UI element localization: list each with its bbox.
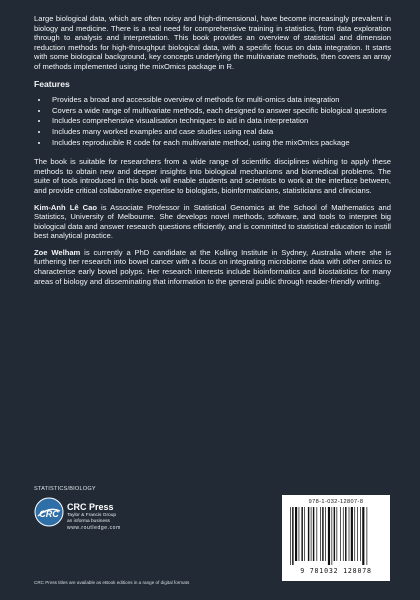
publisher-name: CRC Press	[67, 502, 114, 512]
barcode-digits: 9 781032 128078	[300, 567, 372, 575]
crc-logo-text: CRC	[39, 509, 59, 519]
subject-category: STATISTICS/BIOLOGY	[34, 486, 96, 492]
features-list	[34, 95, 391, 147]
author2-name: Zoe Welham	[34, 247, 81, 257]
crc-press-logo	[34, 497, 64, 527]
publisher-block	[34, 497, 174, 531]
feature-item: • Provides a broad and accessible overview of methods for multi-omics data integration	[49, 95, 391, 105]
author2-bio-text: is currently a PhD candidate at the Kolling Institute in Sydney, Australia where she is furthering her research into bowel cancer with a focus on integrating microbiome data with other omics to characterise early bowel polyps. Her research interests include bioinformatics and biostatistics for many areas of biology and disseminating that information to the general public through reader-friendly writing.	[34, 247, 392, 286]
author2-bio	[34, 248, 391, 286]
feature-item: • Includes reproducible R code for each multivariate method, using the mixOmics package	[49, 138, 391, 148]
author1-bio-text: is Associate Professor in Statistical Genomics at the School of Mathematics and Statistics, University of Melbourne. She develops novel methods, software, and tools to interpret big biological data and answer research questions efficiently, and is committed to statistical education to instill best analytical practice.	[34, 202, 391, 241]
feature-item: • Covers a wide range of multivariate methods, each designed to answer specific biological questions	[49, 106, 391, 116]
feature-item: • Includes many worked examples and case studies using real data	[49, 127, 391, 137]
author1-bio	[34, 203, 391, 241]
publisher-group-line1: Taylor & Francis Group	[67, 513, 117, 518]
publisher-group-line2: an informa business	[67, 518, 110, 524]
isbn-barcode	[282, 495, 390, 581]
barcode-bars	[288, 507, 384, 565]
publisher-group	[67, 513, 116, 524]
feature-item: • Includes comprehensive visualisation techniques to aid in data interpretation	[49, 116, 391, 126]
publisher-url: www.routledge.com	[67, 525, 121, 531]
intro-paragraph: Large biological data, which are often noisy and high-dimensional, have become increasingly prevalent in biology and medicine. There is a real need for comprehensive training in statistics, from data exploration through to analysis and interpretation. This book provides an overview of statistical and dimension reduction methods for high-throughput biological data, with a specific focus on data integration. It starts with some biological background, key concepts underlying the multivariate methods, then covers an array of methods implemented using the mixOmics package in R.	[34, 14, 391, 71]
back-cover-text	[34, 14, 391, 293]
author1-name: Kim-Anh Lê Cao	[34, 202, 97, 212]
features-heading: Features	[34, 78, 70, 89]
ebook-note: CRC Press titles are available as eBook editions in a range of digital formats	[34, 580, 190, 585]
isbn-number: 978-1-032-12807-8	[308, 499, 364, 505]
audience-paragraph: The book is suitable for researchers from a wide range of scientific disciplines wishing to apply these methods to obtain new and deeper insights into biological mechanisms and biomedical problems. The suite of tools introduced in this book will enable students and scientists to work at the interface between, and provide critical collaborative expertise to biologists, bioinformaticians, statisticians and clinicians.	[34, 157, 391, 195]
